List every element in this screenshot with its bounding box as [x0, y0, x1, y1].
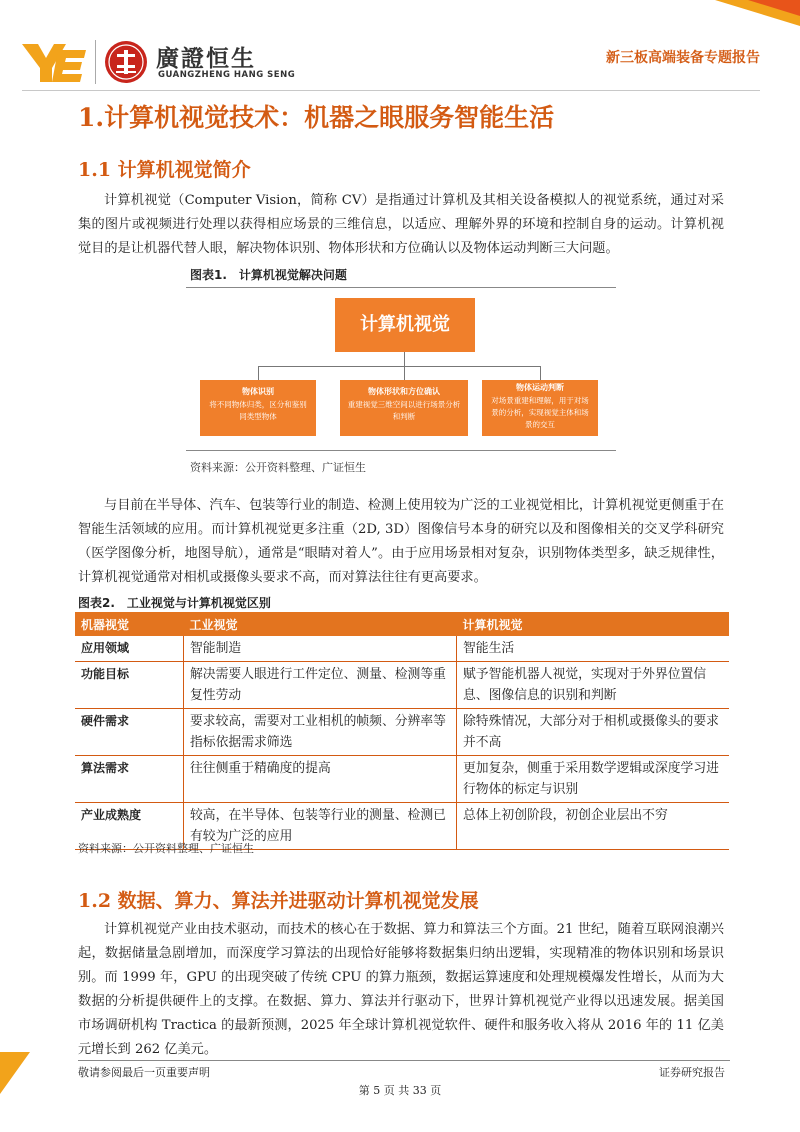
logo-divider [95, 40, 96, 84]
connector-line [404, 366, 405, 380]
row-header: 功能目标 [75, 662, 184, 709]
comparison-paragraph: 与目前在半导体、汽车、包装等行业的制造、检测上使用较为广泛的工业视觉相比，计算机视觉更侧重于在智能生活领域的应用。而计算机视觉更多注重（2D, 3D）图像信号本身的研究以及和图像相关的交叉学科研究（医学图像分析，地图导航），通常是“眼睛对着人”。由于应用场景相对复杂，识别物体类型多，缺乏规律性，计算机视觉通常对相机或摄像头要求不高，而对算法往往有更高要求。 [78, 498, 724, 585]
section-title-1-2: 1.2 数据、算力、算法并进驱动计算机视觉发展 [78, 890, 479, 912]
corner-decoration [748, 0, 800, 16]
table-cell: 总体上初创阶段，初创企业层出不穷 [457, 803, 730, 850]
table-cell: 智能制造 [184, 636, 457, 662]
company-name-cn: 廣證恒生 [156, 46, 256, 72]
box-title: 物体形状和方位确认 [368, 386, 440, 396]
connector-line [258, 366, 540, 367]
footer-divider [78, 1060, 730, 1061]
box-title: 物体运动判断 [516, 382, 564, 392]
page-number: 第 5 页 共 33 页 [358, 1084, 442, 1097]
figure-top-rule [186, 287, 616, 288]
table-header-cell: 计算机视觉 [457, 612, 730, 636]
table-header-cell: 工业视觉 [184, 612, 457, 636]
figure-2-title: 图表2. 工业视觉与计算机视觉区别 [78, 596, 271, 610]
box-title: 物体识别 [242, 386, 274, 396]
table-cell: 赋予智能机器人视觉，实现对于外界位置信息、图像信息的识别和判断 [457, 662, 730, 709]
header-divider [22, 90, 760, 91]
connector-line [258, 366, 259, 380]
table-cell: 较高，在半导体、包装等行业的测量、检测已有较为广泛的应用 [184, 803, 457, 850]
intro-paragraph: 计算机视觉（Computer Vision，简称 CV）是指通过计算机及其相关设备模拟人的视觉系统，通过对采集的图片或视频进行处理以获得相应场景的三维信息，以适应、理解外界的环境和控制自身的运动。计算机视觉目的是让机器代替人眼，解决物体识别、物体形状和方位确认以及物体运动判断三大问题。 [78, 193, 724, 256]
table-cell: 智能生活 [457, 636, 730, 662]
diagram-box-motion [482, 380, 598, 436]
ye-logo-icon [22, 40, 88, 84]
table-cell: 除特殊情况，大部分对于相机或摄像头的要求并不高 [457, 709, 730, 756]
box-desc: 重建视觉三维空间以进行场景分析和判断 [347, 400, 461, 421]
company-name-en: GUANGZHENG HANG SENG [158, 70, 296, 80]
box-desc: 将不同物体归类，区分和鉴别同类型物体 [209, 400, 307, 421]
connector-line [540, 366, 541, 380]
row-header: 应用领域 [75, 636, 184, 662]
table-cell: 往往侧重于精确度的提高 [184, 756, 457, 803]
table-header-row [75, 612, 729, 636]
report-type: 证券研究报告 [659, 1066, 725, 1079]
row-header: 算法需求 [75, 756, 184, 803]
section-title-1-1: 1.1 计算机视觉简介 [78, 159, 251, 181]
drivers-paragraph: 计算机视觉产业由技术驱动，而技术的核心在于数据、算力和算法三个方面。21 世纪，随着互联网浪潮兴起，数据储量急剧增加，而深度学习算法的出现恰好能够将数据集归纳出逻辑，实现精准的物体识别和场景识别。而 1999 年，GPU 的出现突破了传统 CPU 的算力瓶颈，数据运算速度和处理规模爆发性增长，从而为大数据的分析提供硬件上的支撑。在数据、算力、算法并行驱动下，世界计算机视觉产业得以迅速发展。据美国市场调研机构 Tractica 的最新预测，2025 年全球计算机视觉软件、硬件和服务收入将从 2016 年的 11 亿美元增长到 262 亿美元。 [78, 922, 724, 1057]
row-header: 产业成熟度 [75, 803, 184, 850]
figure-bottom-rule [186, 450, 616, 451]
company-seal-icon [104, 40, 148, 84]
disclaimer-note: 敬请参阅最后一页重要声明 [78, 1066, 210, 1079]
box-desc: 对场景重建和理解，用于对场景的分析，实现视觉主体和场景的交互 [491, 396, 589, 429]
report-title: 新三板高端装备专题报告 [606, 50, 760, 66]
chapter-title: 1.计算机视觉技术：机器之眼服务智能生活 [78, 103, 555, 132]
table-cell: 更加复杂，侧重于采用数学逻辑或深度学习进行物体的标定与识别 [457, 756, 730, 803]
table-cell: 要求较高，需要对工业相机的帧频、分辨率等指标依据需求筛选 [184, 709, 457, 756]
table-row [75, 709, 729, 756]
connector-line [404, 352, 405, 366]
figure-1-title: 图表1. 计算机视觉解决问题 [190, 268, 347, 282]
figure-2-source: 资料来源：公开资料整理、广证恒生 [78, 842, 254, 855]
table-row [75, 636, 729, 662]
table-row [75, 662, 729, 709]
diagram-box-shape-position [340, 380, 468, 436]
figure-1-source: 资料来源：公开资料整理、广证恒生 [190, 461, 366, 474]
diagram-box-object-recognition [200, 380, 316, 436]
table-row [75, 756, 729, 803]
diagram-main-box: 计算机视觉 [335, 298, 475, 352]
table-header-cell: 机器视觉 [75, 612, 184, 636]
row-header: 硬件需求 [75, 709, 184, 756]
table-cell: 解决需要人眼进行工件定位、测量、检测等重复性劳动 [184, 662, 457, 709]
comparison-table [75, 612, 729, 850]
